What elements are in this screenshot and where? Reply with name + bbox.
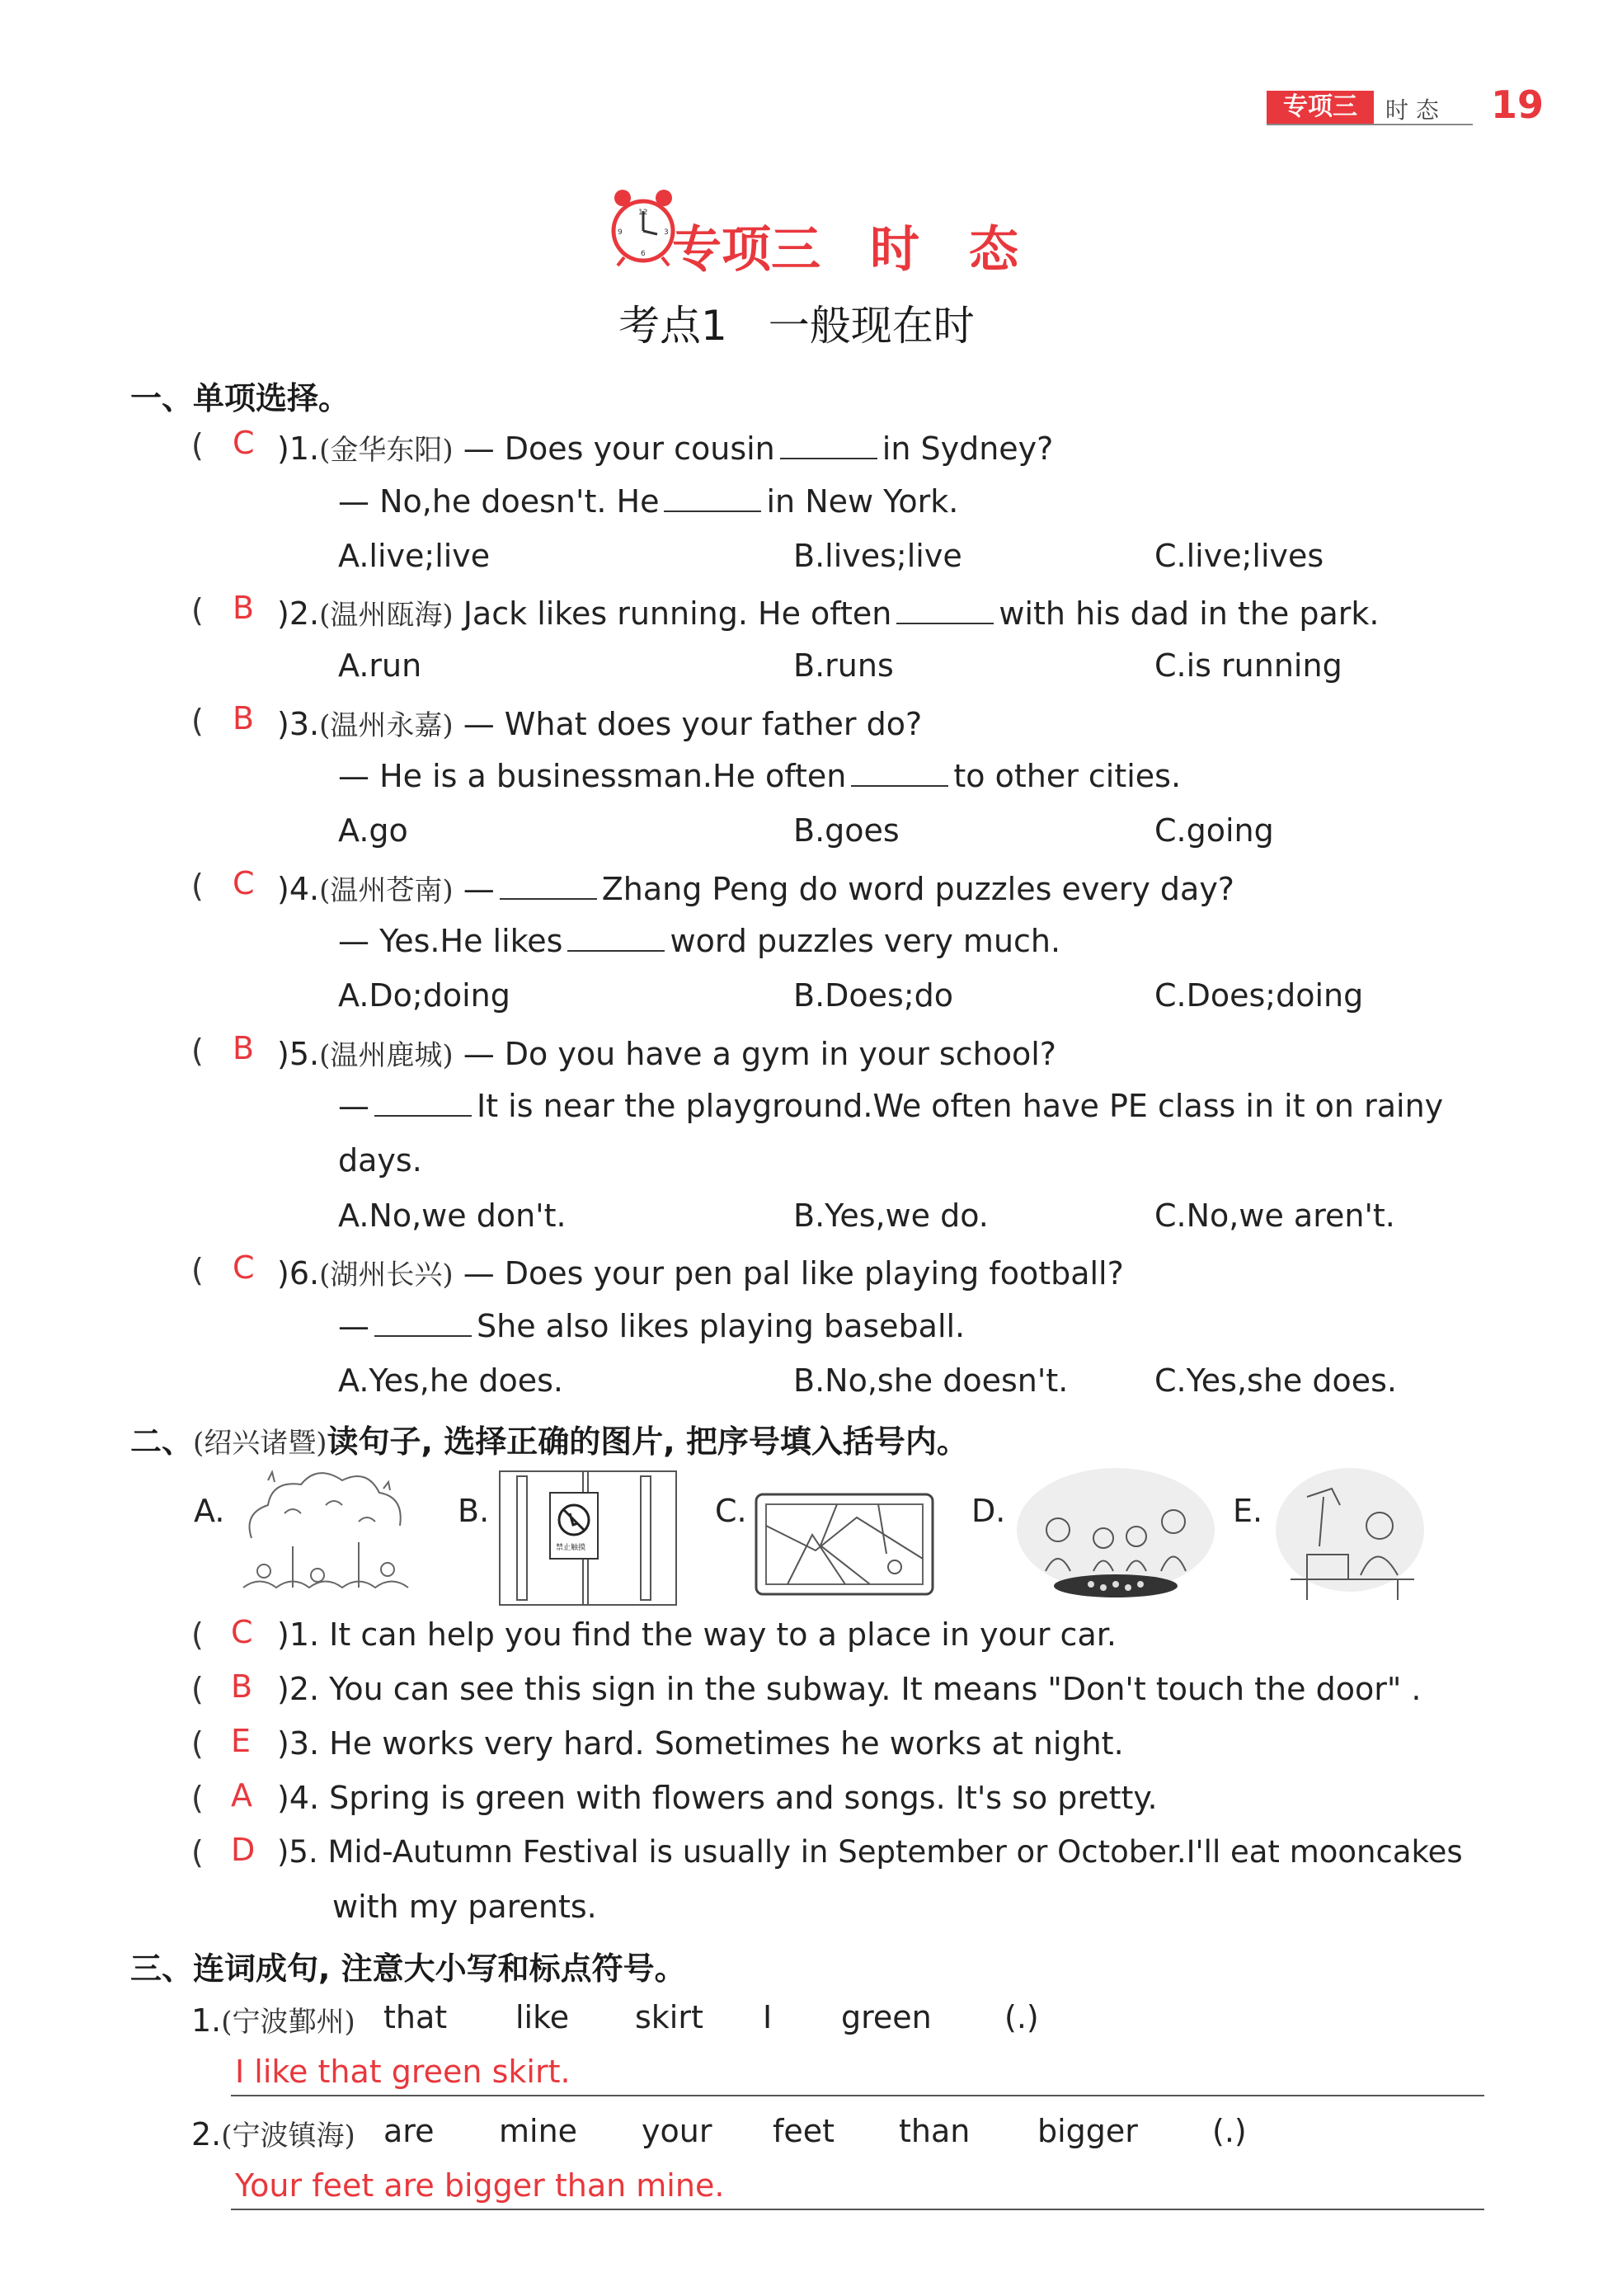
question-text: — No,he doesn't. He (338, 483, 660, 520)
punctuation: (.) (1212, 2113, 1247, 2149)
question-source: (温州苍南) (319, 874, 454, 907)
question-number: )1. (277, 430, 320, 467)
answer-sentence: I like that green skirt. (235, 2054, 571, 2090)
word: like (515, 1999, 570, 2035)
pic-label-c: C. (715, 1493, 747, 1529)
answer: E (231, 1723, 252, 1759)
answer-blank (851, 757, 948, 787)
answer-blank (780, 430, 877, 459)
question-text: in Sydney? (882, 430, 1054, 467)
page: 专项三 时 态 19 12 9 3 6 专项三 时 态 考点1 一般现在时 一、单项选择。 ( C )1.(金华东阳) — Does your cousin in Sydney? — No,he doesn't. He in New York. A.live;live B.lives;live C.live;lives ( B )2.(温州瓯海) Jack likes running. He often with his dad in the park. A.run B.runs C.is running ( B )3.(温州永嘉) — What does your father do? — He is a businessman.He often to other cities. A.go B.goes C.going ( C )4.(温州苍南) — Zhang Peng do word puzzles every day? — Yes.He likes word puzzles very much. A.Do;doing B.Does;do C.Does;doing ( B )5.(温州鹿城) — Do you have a gym in your school? — It is near the playground.We often have PE class in it on rainy days. A.No,we don't. B.Yes,we do. C.No,we aren't. ( C )6.(湖州长兴) — Does your pen pal like playing football? — She also likes playing baseball. A.Yes,he does. B.No,she doesn't. C.Yes,she does. 二、(绍兴诸暨)读句子, 选择正确的图片, 把序号填入括号内。 A. B. 禁止触摸 C. D. E. ( C )1. It can help you find the way to a place in your car. ( B )2. You can see this sign in the subway. It means "Don't touch the door" . ( E )3. He works very hard. Sometimes he works at night. ( A )4. Spring is green with flowers and songs. It's so pretty. ( D )5. Mid-Autumn Festival is usually in September or October.I'll eat mooncakes with my parents. 三、连词成句, 注意大小写和标点符号。 1.(宁波鄞州) that like skirt I green (.) I like that green skirt. 2.(宁波镇海) are mine your feet than bigger (.) Your feet are bigger than mine. (0, 0, 1608, 2296)
question-source: (温州永嘉) (319, 709, 454, 742)
sub-title: 考点1 一般现在时 (618, 302, 975, 350)
item-text: )2. You can see this sign in the subway. It means "Don't touch the door" . (277, 1671, 1422, 1707)
main-title: 专项三 时 态 (672, 221, 1018, 279)
question-text: — (338, 1308, 369, 1344)
question-number: )6. (277, 1255, 320, 1292)
answer: C (233, 1249, 255, 1286)
option-b: B.Yes,we do. (793, 1197, 989, 1234)
option-a: A.run (338, 647, 422, 684)
word: bigger (1037, 2113, 1138, 2149)
question-text: — Yes.He likes (338, 923, 563, 959)
question-number: )4. (277, 871, 320, 907)
header-underline (1267, 124, 1473, 125)
svg-text:9: 9 (618, 228, 623, 237)
item-text-continued: with my parents. (332, 1889, 597, 1925)
question-text: — Does your cousin (463, 430, 775, 467)
part3-heading: 三、连词成句, 注意大小写和标点符号。 (130, 1950, 686, 1987)
option-a: A.Yes,he does. (338, 1362, 563, 1399)
option-a: A.No,we don't. (338, 1197, 567, 1234)
svg-text:6: 6 (641, 250, 646, 258)
subway-door-sign-picture (499, 1470, 677, 1606)
spring-garden-picture (235, 1464, 421, 1596)
word: your (642, 2113, 712, 2149)
word: skirt (635, 1999, 703, 2035)
paren-open: ( (191, 1252, 204, 1288)
word: mine (499, 2113, 578, 2149)
option-a: A.Do;doing (338, 977, 510, 1014)
question-text: — What does your father do? (463, 706, 923, 742)
option-c: C.going (1154, 812, 1274, 849)
word: than (899, 2113, 971, 2149)
question-source: (宁波鄞州) (221, 2006, 355, 2039)
question-source: (温州鹿城) (319, 1039, 454, 1072)
question-number: )2. (277, 595, 320, 632)
option-c: C.Yes,she does. (1154, 1362, 1397, 1399)
question-source: (宁波镇海) (221, 2120, 355, 2152)
page-number: 19 (1491, 82, 1545, 127)
answer: C (231, 1614, 253, 1650)
car-navigation-map-picture (755, 1493, 934, 1596)
option-b: B.Does;do (793, 977, 954, 1014)
answer: C (233, 865, 255, 901)
svg-text:3: 3 (664, 228, 669, 237)
option-b: B.lives;live (793, 538, 962, 574)
item-text: )5. Mid-Autumn Festival is usually in September or October.I'll eat mooncakes (277, 1834, 1463, 1870)
answer: D (231, 1832, 256, 1868)
answer-blank (374, 1307, 472, 1337)
paren-open: ( (191, 1033, 204, 1069)
question-text: — Do you have a gym in your school? (463, 1036, 1056, 1072)
alarm-clock-icon (606, 183, 680, 270)
question-text: word puzzles very much. (670, 923, 1061, 959)
option-b: B.goes (793, 812, 900, 849)
question-text: to other cities. (953, 758, 1182, 794)
item-text: )4. Spring is green with flowers and songs. It's so pretty. (277, 1780, 1158, 1816)
answer-line (231, 2095, 1484, 2096)
pic-label-e: E. (1233, 1493, 1263, 1529)
question-text: with his dad in the park. (999, 595, 1380, 632)
answer: A (231, 1777, 252, 1814)
option-b: B.runs (793, 647, 894, 684)
option-c: C.is running (1154, 647, 1342, 684)
part1-heading: 一、单项选择。 (130, 380, 350, 416)
question-text: Zhang Peng do word puzzles every day? (601, 871, 1234, 907)
word: green (841, 1999, 932, 2035)
question-text: — (463, 871, 495, 907)
header-section: 时 态 (1385, 96, 1439, 124)
paren-open: ( (191, 427, 204, 463)
question-source: (绍兴诸暨) (193, 1427, 327, 1460)
header-tag: 专项三 (1267, 91, 1374, 124)
answer: C (233, 425, 255, 461)
paren-open: ( (191, 592, 204, 628)
part2-heading: 二、(绍兴诸暨)读句子, 选择正确的图片, 把序号填入括号内。 (130, 1423, 968, 1460)
answer: B (233, 700, 255, 736)
question-text: — Does your pen pal like playing football? (463, 1255, 1124, 1292)
option-c: C.Does;doing (1154, 977, 1364, 1014)
answer-blank (896, 595, 994, 624)
word: I (763, 1999, 773, 2035)
paren-open: ( (191, 868, 204, 904)
word: that (383, 1999, 448, 2035)
sign-text: 禁止触摸 (556, 1544, 586, 1552)
item-text: )3. He works very hard. Sometimes he works at night. (277, 1725, 1124, 1762)
option-a: A.live;live (338, 538, 491, 574)
question-number: 1. (191, 2002, 222, 2039)
option-a: A.go (338, 812, 408, 849)
paren-open: ( (191, 703, 204, 739)
answer-blank (664, 482, 761, 512)
question-text: — He is a businessman.He often (338, 758, 847, 794)
question-text: — (338, 1088, 369, 1124)
answer: B (231, 1668, 253, 1705)
man-working-at-night-picture (1274, 1464, 1427, 1604)
question-source: (湖州长兴) (319, 1259, 454, 1292)
question-text: days. (338, 1142, 422, 1179)
word: are (383, 2113, 435, 2149)
option-b: B.No,she doesn't. (793, 1362, 1069, 1399)
question-text: Jack likes running. He often (463, 595, 892, 632)
pic-label-d: D. (971, 1493, 1006, 1529)
answer-blank (567, 922, 665, 952)
question-text: in New York. (766, 483, 959, 520)
svg-text:12: 12 (638, 209, 648, 217)
question-text: It is near the playground.We often have PE class in it on rainy (477, 1088, 1444, 1124)
pic-label-b: B. (458, 1493, 490, 1529)
question-number: )5. (277, 1036, 320, 1072)
question-source: (温州瓯海) (319, 599, 454, 632)
answer-line (231, 2209, 1484, 2210)
answer-sentence: Your feet are bigger than mine. (235, 2167, 725, 2204)
question-number: )3. (277, 706, 320, 742)
punctuation: (.) (1004, 1999, 1039, 2035)
option-c: C.live;lives (1154, 538, 1324, 574)
question-source: (金华东阳) (319, 434, 454, 467)
answer-blank (374, 1087, 472, 1117)
question-number: 2. (191, 2116, 222, 2152)
answer-blank (500, 870, 597, 900)
word: feet (773, 2113, 835, 2149)
option-c: C.No,we aren't. (1154, 1197, 1395, 1234)
answer: B (233, 1030, 255, 1066)
question-text: She also likes playing baseball. (477, 1308, 966, 1344)
family-mooncake-picture (1013, 1464, 1219, 1604)
answer: B (233, 590, 255, 626)
item-text: )1. It can help you find the way to a place in your car. (277, 1616, 1117, 1653)
pic-label-a: A. (194, 1493, 225, 1529)
